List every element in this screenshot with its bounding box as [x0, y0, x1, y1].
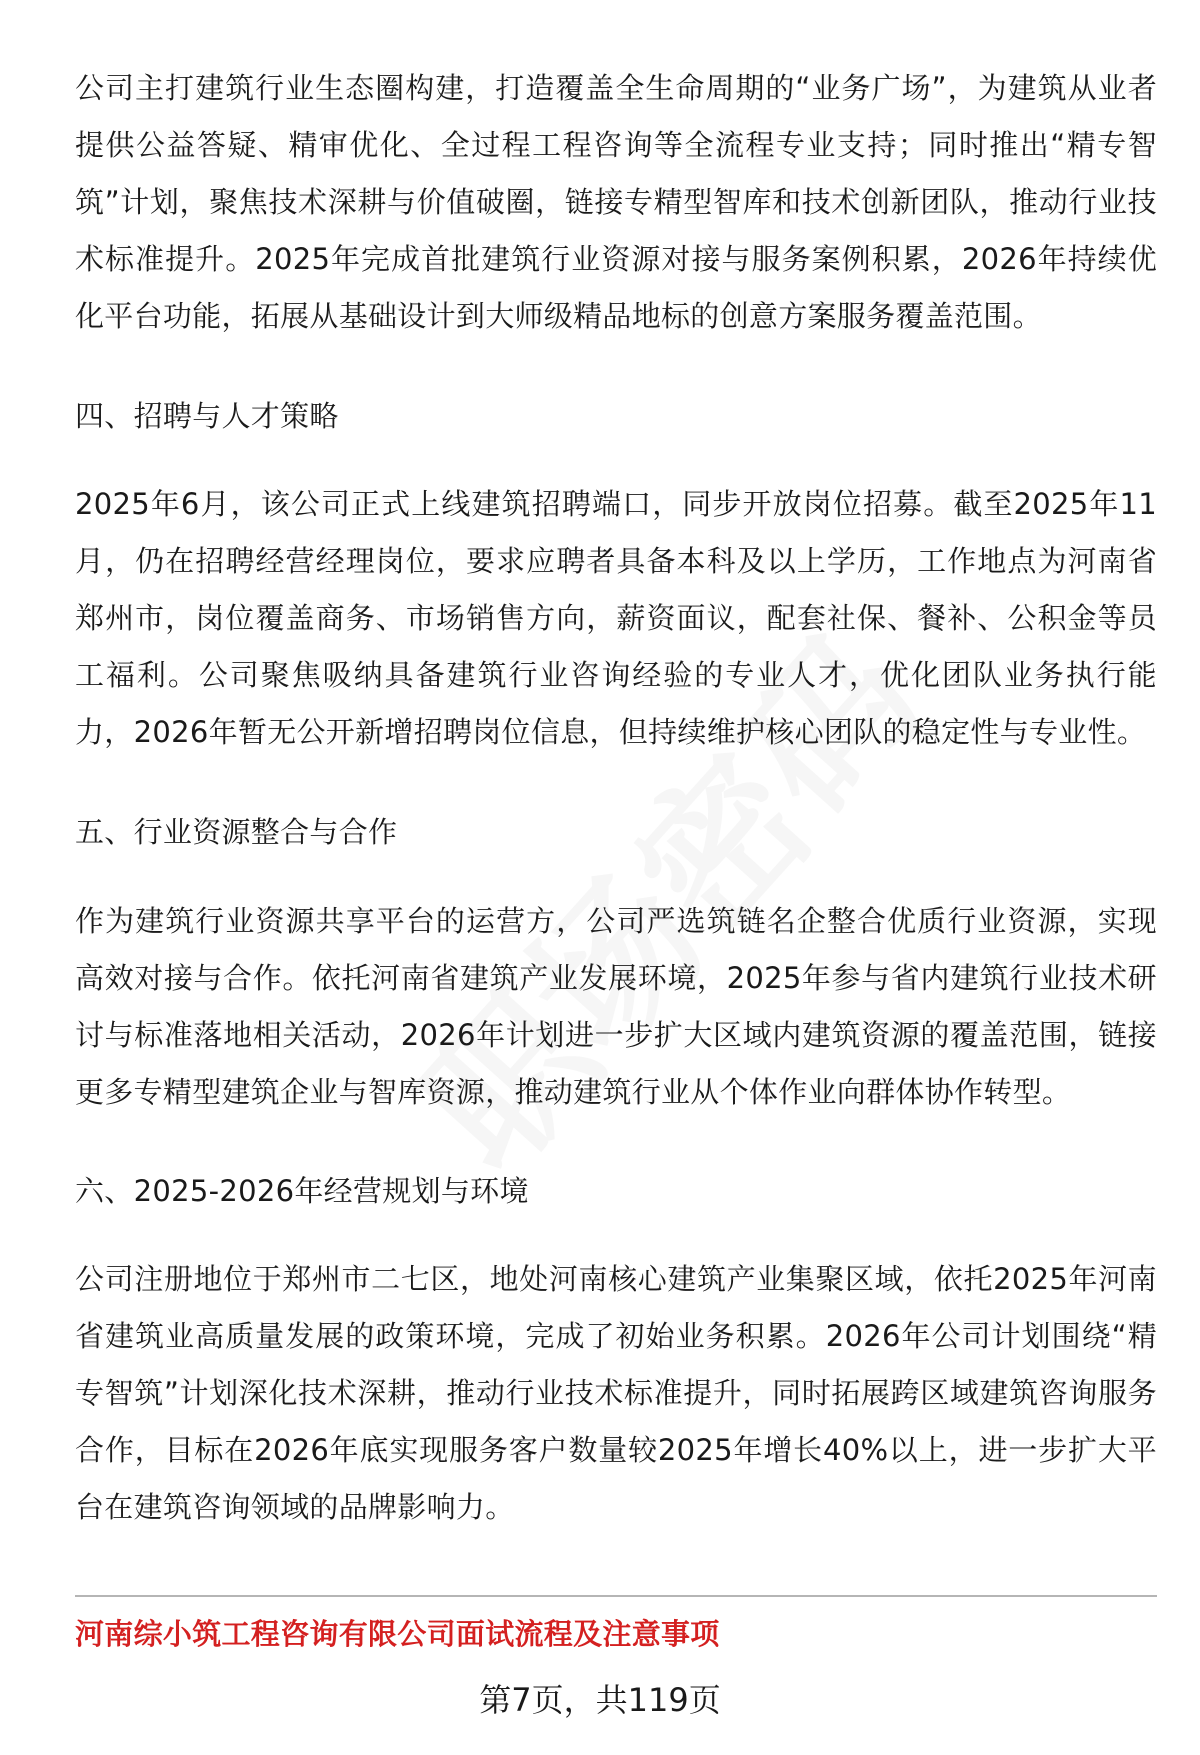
section-heading-resource-integration: 五、行业资源整合与合作 [75, 815, 398, 849]
paragraph-business-plan: 公司注册地位于郑州市二七区，地处河南核心建筑产业集聚区域，依托2025年河南省建筑业高质量发展的政策环境，完成了初始业务积累。2026年公司计划围绕“精专智筑”计划深化技术深耕，推动行业技术标准提升，同时拓展跨区域建筑咨询服务合作，目标在2026年底实现服务客户数量较2025年增长40%以上，进一步扩大平台在建筑咨询领域的品牌影响力。 [75, 1262, 1157, 1524]
paragraph-recruitment: 2025年6月，该公司正式上线建筑招聘端口，同步开放岗位招募。截至2025年11月，仍在招聘经营经理岗位，要求应聘者具备本科及以上学历，工作地点为河南省郑州市，岗位覆盖商务、市场销售方向，薪资面议，配套社保、餐补、公积金等员工福利。公司聚焦吸纳具备建筑行业咨询经验的专业人才，优化团队业务执行能力，2026年暂无公开新增招聘岗位信息，但持续维护核心团队的稳定性与专业性。 [75, 487, 1157, 749]
section-heading-recruitment: 四、招聘与人才策略 [75, 399, 339, 433]
footer-divider [75, 1595, 1157, 1597]
footer-document-title: 河南综小筑工程咨询有限公司面试流程及注意事项 [75, 1617, 720, 1651]
paragraph-resource-integration: 作为建筑行业资源共享平台的运营方，公司严选筑链名企整合优质行业资源，实现高效对接与合作。依托河南省建筑产业发展环境，2025年参与省内建筑行业技术研讨与标准落地相关活动，2026年计划进一步扩大区域内建筑资源的覆盖范围，链接更多专精型建筑企业与智库资源，推动建筑行业从个体作业向群体协作转型。 [75, 904, 1157, 1109]
section-heading-business-plan: 六、2025-2026年经营规划与环境 [75, 1174, 529, 1208]
paragraph-business-square: 公司主打建筑行业生态圈构建，打造覆盖全生命周期的“业务广场”，为建筑从业者提供公益答疑、精审优化、全过程工程咨询等全流程专业支持；同时推出“精专智筑”计划，聚焦技术深耕与价值破圈，链接专精型智库和技术创新团队，推动行业技术标准提升。2025年完成首批建筑行业资源对接与服务案例积累，2026年持续优化平台功能，拓展从基础设计到大师级精品地标的创意方案服务覆盖范围。 [75, 71, 1157, 333]
page-number: 第7页，共119页 [479, 1681, 721, 1719]
